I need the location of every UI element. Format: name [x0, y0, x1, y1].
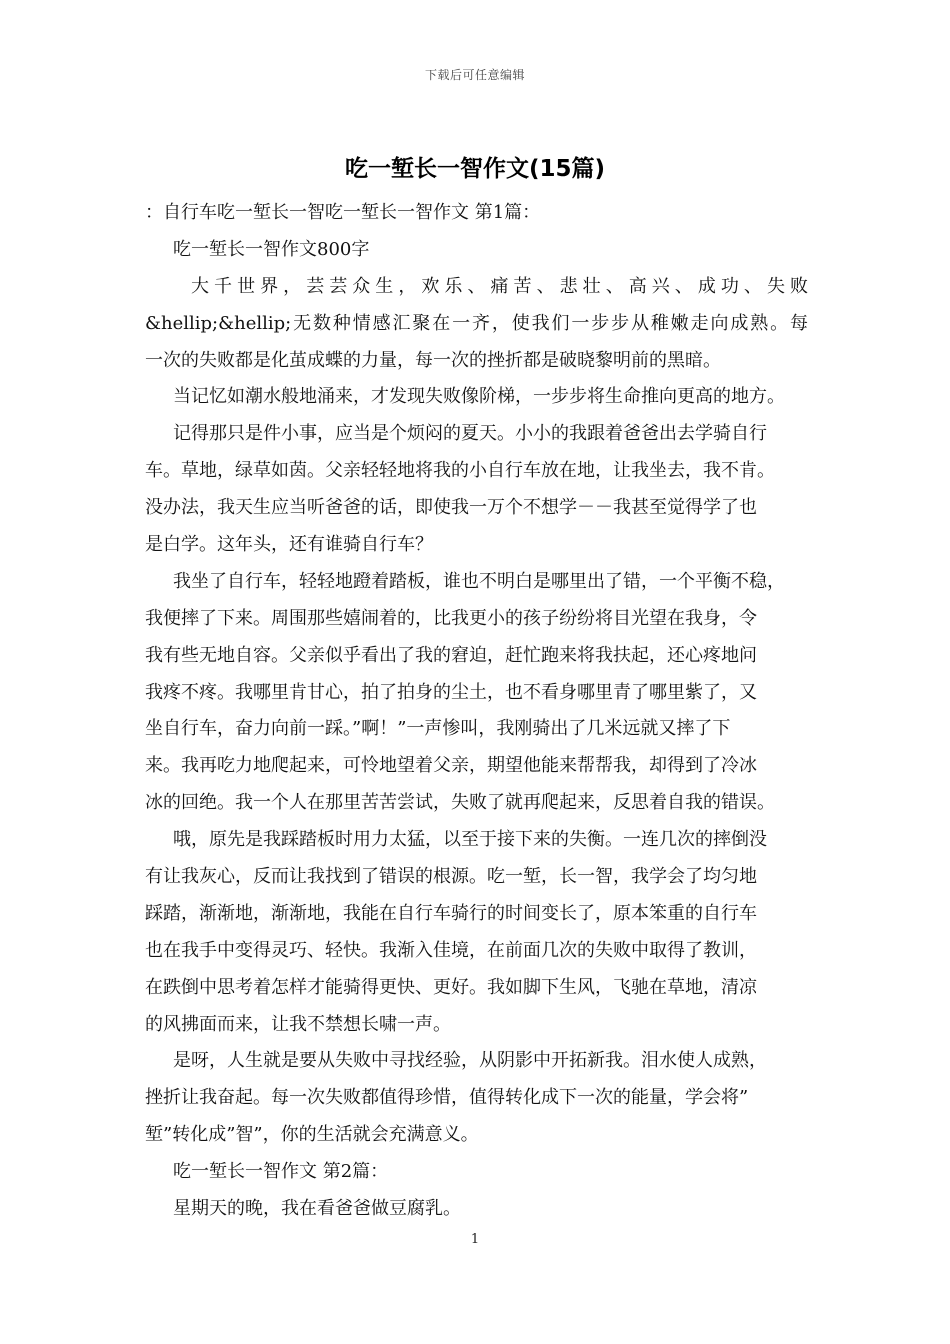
text-line: 一次的失败都是化茧成蝶的力量，每一次的挫折都是破晓黎明前的黑暗。: [145, 349, 721, 371]
header-note: 下载后可任意编辑: [424, 68, 525, 82]
text-line: 哦，原先是我踩踏板时用力太猛，以至于接下来的失衡。一连几次的摔倒没: [173, 829, 767, 851]
text-line: 大千世界，芸芸众生，欢乐、痛苦、悲壮、高兴、成功、失败: [191, 275, 808, 297]
text-line: 踩踏，渐渐地，渐渐地，我能在自行车骑行的时间变长了，原本笨重的自行车: [145, 902, 757, 924]
text-line: 坐自行车，奋力向前一踩。”啊！”一声惨叫，我刚骑出了几米远就又摔了下: [145, 718, 731, 740]
text-line: 星期天的晚，我在看爸爸做豆腐乳。: [173, 1198, 461, 1220]
text-line: 堑”转化成”智”，你的生活就会充满意义。: [145, 1124, 479, 1146]
text-line: 吃一堑长一智作文800字: [173, 238, 370, 260]
page-number: 1: [470, 1232, 480, 1247]
text-line: 的风拂面而来，让我不禁想长啸一声。: [145, 1013, 451, 1035]
text-line: 来。我再吃力地爬起来，可怜地望着父亲，期望他能来帮帮我，却得到了冷冰: [145, 755, 757, 777]
text-line: 记得那只是件小事，应当是个烦闷的夏天。小小的我跟着爸爸出去学骑自行: [173, 423, 767, 445]
text-line: 我有些无地自容。父亲似乎看出了我的窘迫，赶忙跑来将我扶起，还心疼地问: [145, 644, 757, 666]
text-line: 我疼不疼。我哪里肯甘心，拍了拍身的尘土，也不看身哪里青了哪里紫了，又: [145, 681, 757, 703]
text-line: 挫折让我奋起。每一次失败都值得珍惜，值得转化成下一次的能量，学会将”: [145, 1087, 749, 1109]
text-line: 在跌倒中思考着怎样才能骑得更快、更好。我如脚下生风，飞驰在草地，清凉: [145, 976, 757, 998]
text-line: 没办法，我天生应当听爸爸的话，即使我一万个不想学－－我甚至觉得学了也: [145, 497, 757, 519]
text-line: 是白学。这年头，还有谁骑自行车？: [145, 534, 433, 556]
text-line: 车。草地，绿草如茵。父亲轻轻地将我的小自行车放在地，让我坐去，我不肯。: [145, 460, 775, 482]
text-line: 也在我手中变得灵巧、轻快。我渐入佳境，在前面几次的失败中取得了教训，: [145, 939, 757, 961]
document-title: 吃一堑长一智作文(15篇): [344, 156, 606, 182]
text-line: &hellip;&hellip;无数种情感汇聚在一齐，使我们一步步从稚嫩走向成熟。每: [145, 312, 808, 334]
text-line: 冰的回绝。我一个人在那里苦苦尝试，失败了就再爬起来，反思着自我的错误。: [145, 792, 775, 814]
text-line: 吃一堑长一智作文 第2篇：: [173, 1161, 389, 1183]
text-line: 我便摔了下来。周围那些嬉闹着的，比我更小的孩子纷纷将目光望在我身，令: [145, 607, 757, 629]
text-line: 我坐了自行车，轻轻地蹬着踏板，谁也不明白是哪里出了错，一个平衡不稳，: [173, 570, 785, 592]
document-body: [145, 195, 808, 1228]
text-line: ：自行车吃一堑长一智吃一堑长一智作文 第1篇：: [145, 202, 541, 223]
text-line: 当记忆如潮水般地涌来，才发现失败像阶梯，一步步将生命推向更高的地方。: [173, 386, 785, 408]
text-line: 是呀，人生就是要从失败中寻找经验，从阴影中开拓新我。泪水使人成熟，: [173, 1050, 767, 1072]
text-line: 有让我灰心，反而让我找到了错误的根源。吃一堑，长一智，我学会了均匀地: [145, 866, 757, 888]
